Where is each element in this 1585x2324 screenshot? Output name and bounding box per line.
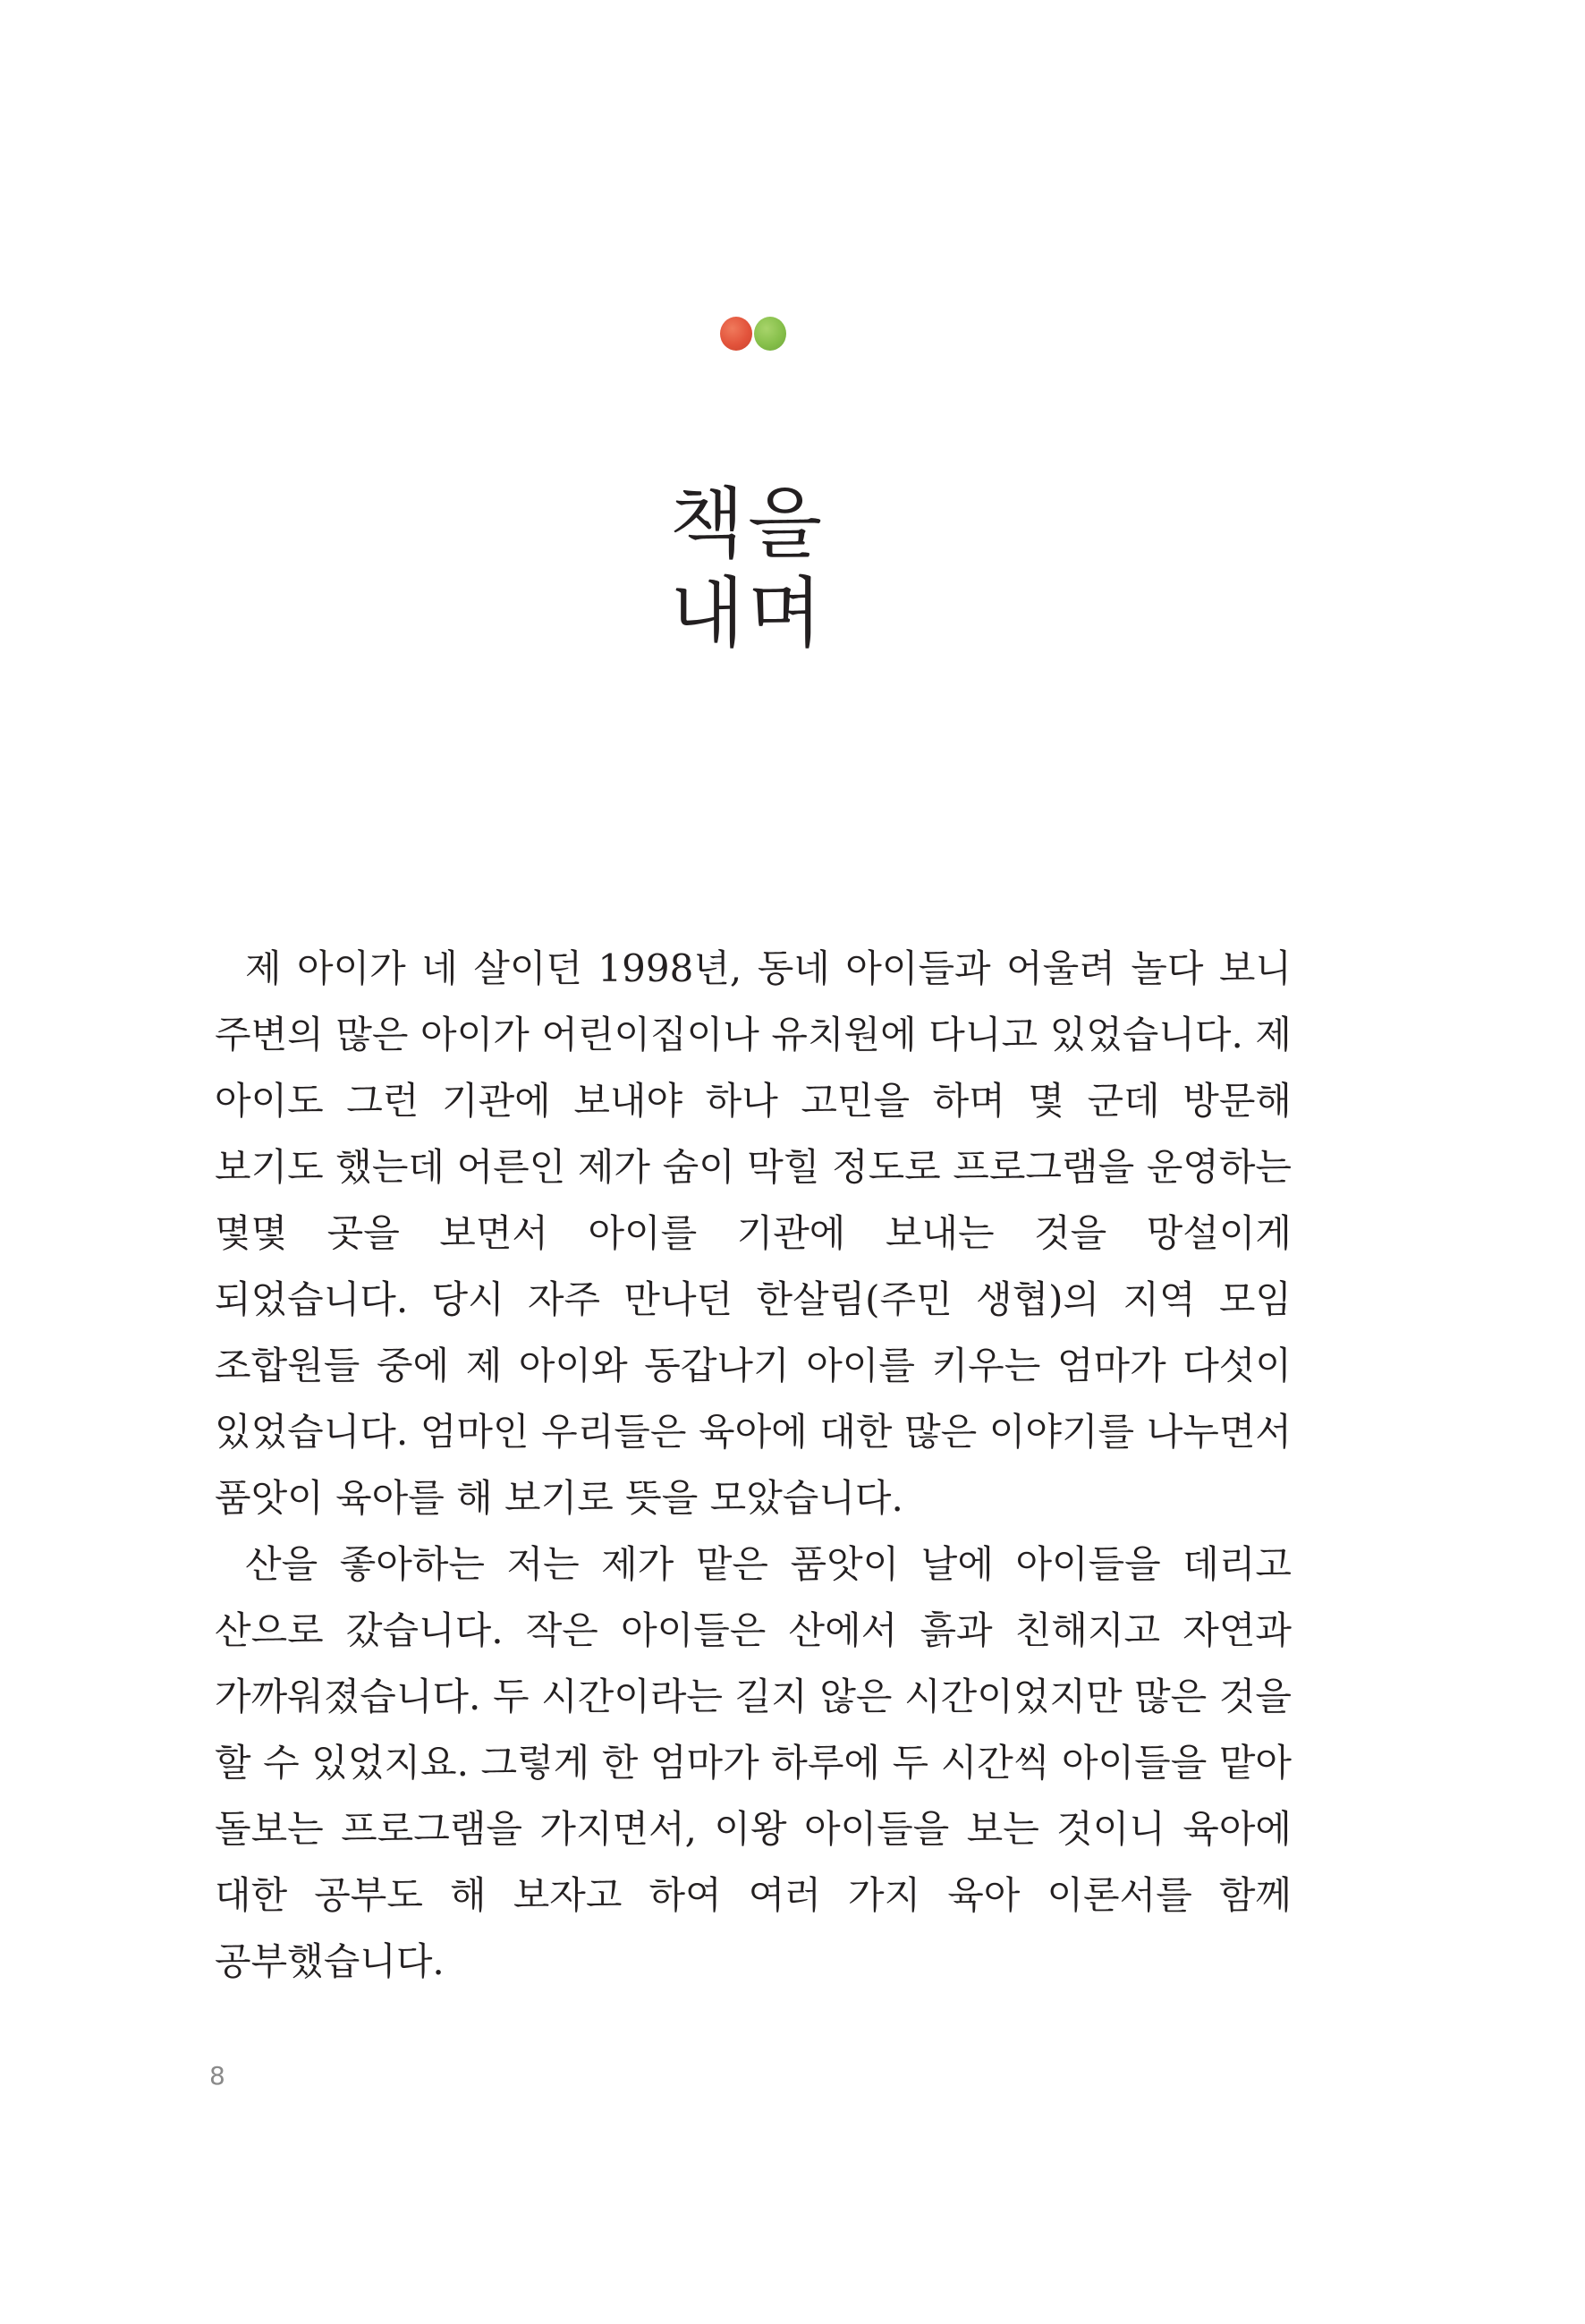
red-dot-icon (720, 317, 752, 351)
page-number: 8 (209, 2061, 225, 2091)
paragraph-1: 제 아이가 네 살이던 1998년, 동네 아이들과 어울려 놀다 보니 주변의 많은 아이가 어린이집이나 유치원에 다니고 있었습니다. 제 아이도 그런 기관에 보내야 하나 고민을 하며 몇 군데 방문해 보기도 했는데 어른인 제가 숨이 막힐 정도로 프로그램을 운영하는 몇몇 곳을 보면서 아이를 기관에 보내는 것을 망설이게 되었습니다. 당시 자주 만나던 한살림(주민 생협)의 지역 모임 조합원들 중에 제 아이와 동갑나기 아이를 키우는 엄마가 다섯이 있었습니다. 엄마인 우리들은 육아에 대한 많은 이야기를 나누면서 품앗이 육아를 해 보기로 뜻을 모았습니다. (215, 946, 1292, 1520)
chapter-title-line-1: 책을 (669, 479, 826, 569)
title-ornament (720, 317, 788, 351)
chapter-title (626, 479, 869, 658)
paragraph-2: 산을 좋아하는 저는 제가 맡은 품앗이 날에 아이들을 데리고 산으로 갔습니다. 작은 아이들은 산에서 흙과 친해지고 자연과 가까워졌습니다. 두 시간이라는 길지 않은 시간이었지만 많은 것을 할 수 있었지요. 그렇게 한 엄마가 하루에 두 시간씩 아이들을 맡아 돌보는 프로그램을 가지면서, 이왕 아이들을 보는 것이니 육아에 대한 공부도 해 보자고 하여 여러 가지 육아 이론서를 함께 공부했습니다. (215, 1542, 1292, 1983)
green-dot-icon (754, 317, 786, 351)
chapter-title-line-2: 내며 (669, 568, 826, 658)
body-text (215, 936, 1292, 1995)
